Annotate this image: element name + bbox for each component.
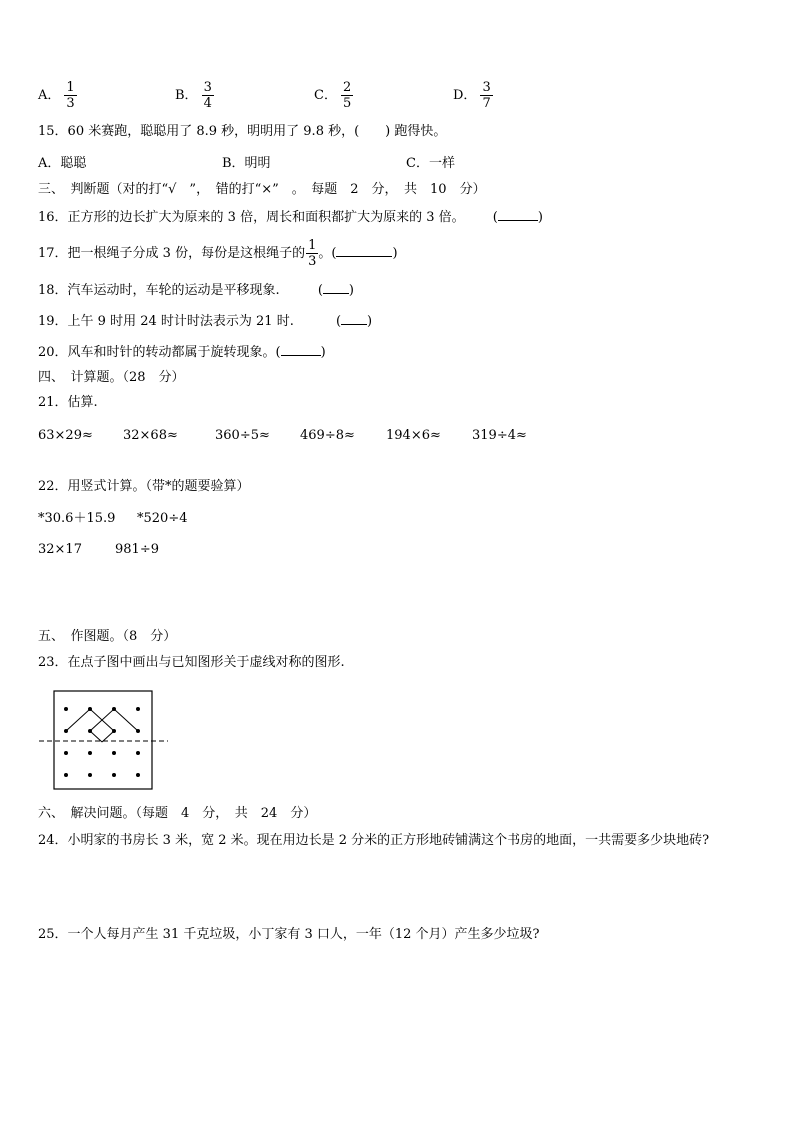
option-letter: C．	[314, 88, 337, 103]
vertical-calc-item: *30.6＋15.9	[38, 511, 116, 526]
q21-text: 21．估算.	[38, 395, 98, 410]
denominator: 4	[203, 96, 212, 111]
given-figure-line	[66, 709, 114, 731]
estimate-item: 319÷4≈	[472, 428, 527, 443]
numerator: 2	[342, 80, 352, 95]
section-3-heading: 三、 判断题（对的打“√ ”， 错的打“×” 。 每题 2 分， 共 10 分）	[38, 182, 486, 197]
q22-text: 22．用竖式计算。（带*的题要验算）	[38, 479, 250, 494]
q17-paren-open: 。(	[318, 246, 337, 261]
q20-text: 20．风车和时针的转动都属于旋转现象。(	[38, 345, 281, 360]
q19-text: 19．上午 9 时用 24 时计时法表示为 21 时.	[38, 314, 294, 329]
denominator: 3	[308, 254, 317, 269]
q18	[38, 281, 354, 299]
numerator: 1	[308, 238, 317, 253]
q20	[38, 343, 326, 361]
vertical-calc-item: 32×17	[38, 542, 82, 557]
numerator: 3	[203, 80, 212, 95]
option-letter: D．	[453, 88, 477, 103]
q19-paren-close: )	[367, 314, 373, 329]
q25-text: 25．一个人每月产生 31 千克垃圾，小丁家有 3 口人，一年（12 个月）产生多少垃圾?	[38, 927, 540, 942]
given-figure-line	[90, 731, 102, 742]
q18-paren-close: )	[348, 283, 354, 298]
q14-option-a	[38, 80, 77, 111]
q16-text: 16．正方形的边长扩大为原来的 3 倍，周长和面积都扩大为原来的 3 倍。	[38, 210, 465, 225]
q19-paren-open: (	[335, 314, 342, 329]
fraction	[480, 80, 492, 111]
q19	[38, 312, 372, 330]
fraction	[306, 238, 318, 269]
fraction	[341, 80, 353, 111]
q14-option-c	[314, 80, 353, 111]
denominator: 3	[66, 96, 75, 111]
q17	[38, 238, 398, 270]
given-figure-line	[90, 720, 114, 742]
q14-option-b	[175, 80, 214, 111]
estimate-item: 63×29≈	[38, 428, 93, 443]
q15-text: 15．60 米赛跑，聪聪用了 8.9 秒，明明用了 9.8 秒，( ) 跑得快。	[38, 124, 447, 139]
q17-text: 17．把一根绳子分成 3 份，每份是这根绳子的	[38, 246, 306, 261]
q23-text: 23．在点子图中画出与已知图形关于虚线对称的图形.	[38, 655, 345, 670]
estimate-item: 469÷8≈	[300, 428, 355, 443]
section-5-heading: 五、 作图题。（8 分）	[38, 629, 177, 644]
section-4-heading: 四、 计算题。（28 分）	[38, 370, 185, 385]
q14-option-d	[453, 80, 493, 111]
vertical-calc-item: 981÷9	[115, 542, 159, 557]
estimate-item: 360÷5≈	[215, 428, 270, 443]
q15-option-c: C．一样	[406, 156, 455, 171]
q16-paren-close: )	[537, 210, 543, 225]
q17-paren-close: )	[392, 246, 398, 261]
numerator: 1	[66, 80, 75, 95]
option-letter: A．	[38, 88, 61, 103]
fraction	[64, 80, 76, 111]
section-6-heading: 六、 解决问题。（每题 4 分， 共 24 分）	[38, 806, 317, 821]
vertical-calc-item: *520÷4	[137, 511, 188, 526]
q16	[38, 208, 543, 226]
denominator: 5	[342, 96, 352, 111]
answer-blank[interactable]	[323, 281, 349, 294]
given-figure-line	[102, 731, 114, 742]
estimate-item: 194×6≈	[386, 428, 441, 443]
dot-grid-figure	[36, 688, 172, 794]
answer-blank[interactable]	[341, 312, 367, 325]
q15-option-a: A．聪聪	[38, 156, 87, 171]
denominator: 7	[482, 96, 491, 111]
answer-blank[interactable]	[498, 208, 538, 221]
given-figure-line	[90, 709, 138, 731]
q18-text: 18．汽车运动时，车轮的运动是平移现象.	[38, 283, 280, 298]
q20-paren-close: )	[320, 345, 326, 360]
estimate-item: 32×68≈	[123, 428, 178, 443]
option-letter: B．	[175, 88, 198, 103]
answer-blank[interactable]	[336, 244, 392, 257]
q24-text: 24．小明家的书房长 3 米，宽 2 米。现在用边长是 2 分米的正方形地砖铺满这个书房的地面，一共需要多少块地砖?	[38, 833, 710, 848]
numerator: 3	[482, 80, 491, 95]
fraction	[202, 80, 214, 111]
q15-option-b: B．明明	[222, 156, 271, 171]
q18-paren-open: (	[317, 283, 323, 298]
q16-paren-open: (	[492, 210, 498, 225]
answer-blank[interactable]	[281, 343, 321, 356]
